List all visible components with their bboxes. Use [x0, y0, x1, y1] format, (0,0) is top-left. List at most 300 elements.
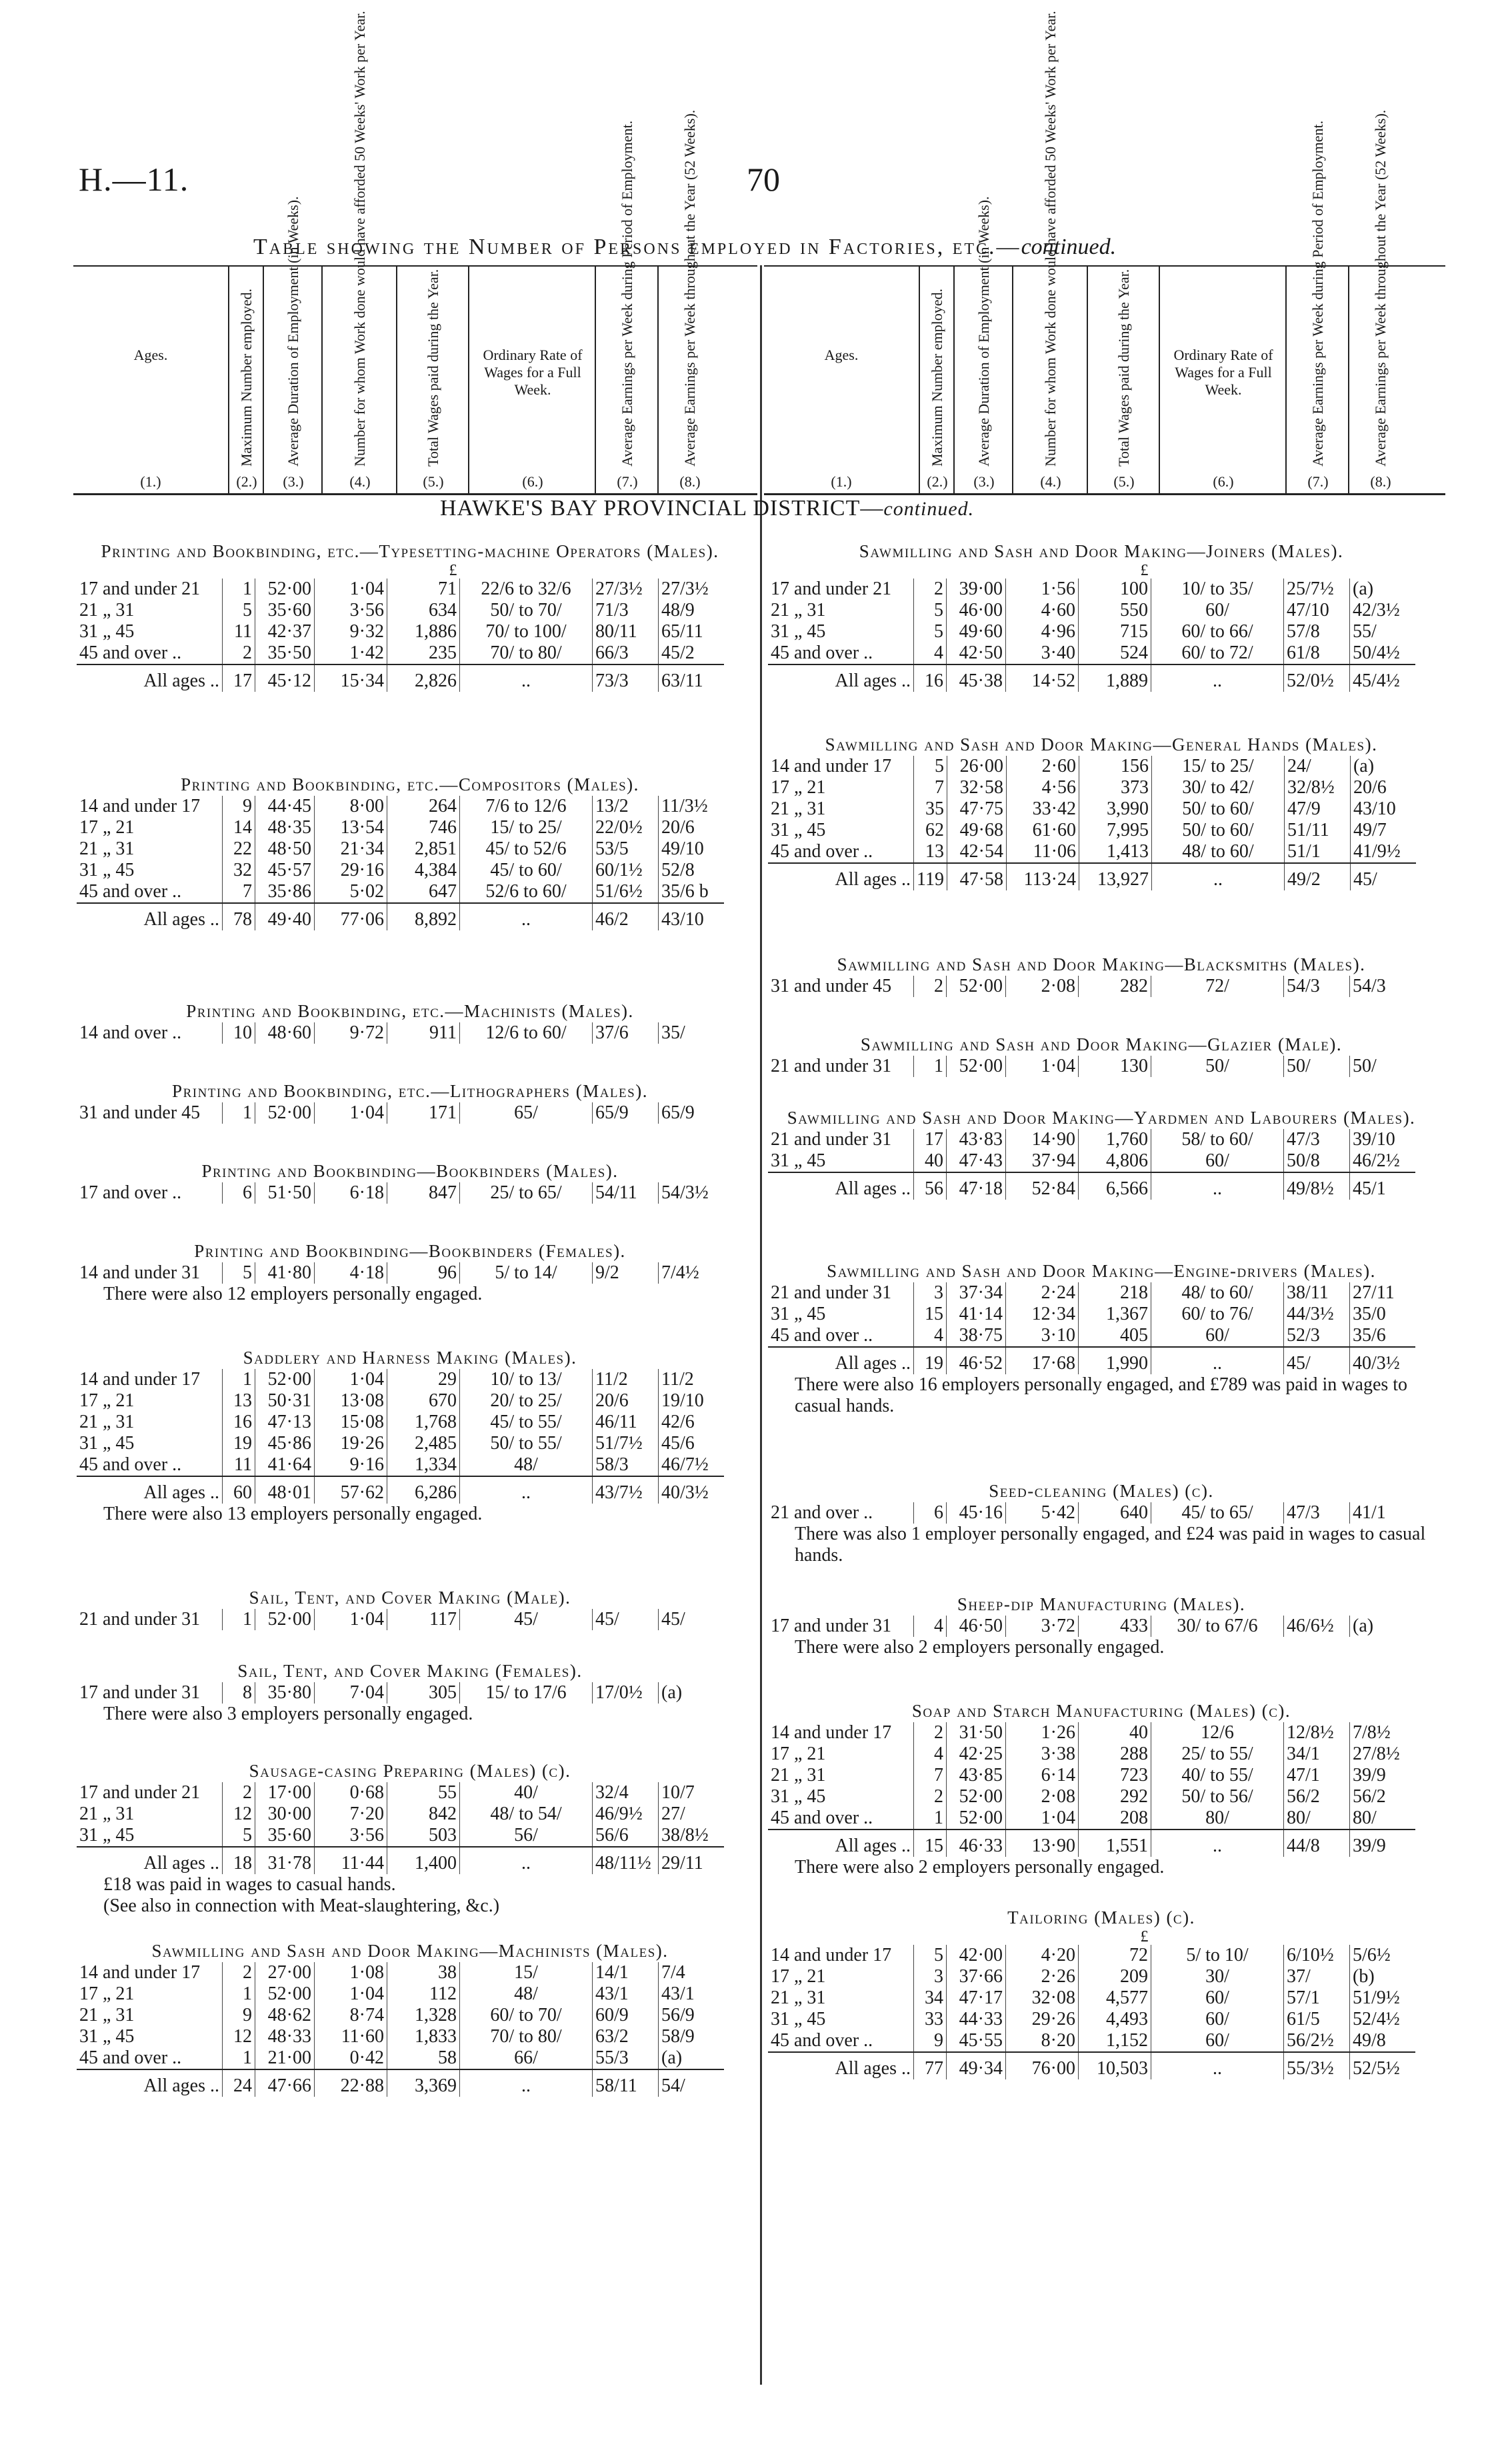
table-cell: .. — [1151, 863, 1284, 890]
table-cell: 8,892 — [387, 903, 460, 930]
column-header-number: (3.) — [973, 473, 995, 490]
table-cell: 43/1 — [659, 1983, 725, 2005]
table-cell: 54/3 — [1350, 976, 1416, 997]
table-cell: 1·26 — [1006, 1722, 1079, 1744]
table-row — [77, 600, 724, 621]
table-cell: 60/ to 76/ — [1151, 1304, 1284, 1325]
table-cell: 44·45 — [255, 796, 315, 817]
table-cell: 10/ to 35/ — [1151, 579, 1284, 600]
table-cell: 218 — [1079, 1282, 1151, 1304]
table-cell: 52/4½ — [1350, 2009, 1416, 2030]
table-cell: 1·04 — [1006, 1808, 1079, 1830]
section-title: Sausage-casing Preparing (Males) (c). — [249, 1761, 571, 1781]
industry-section — [768, 1106, 1435, 1200]
table-cell: 41/1 — [1350, 1502, 1416, 1524]
table-cell: 72/ — [1151, 976, 1284, 997]
table-cell: 60/ — [1151, 1987, 1284, 2009]
table-cell: 10,503 — [1079, 2052, 1151, 2079]
table-cell: 45 and over .. — [79, 881, 182, 902]
table-cell: 61/8 — [1284, 642, 1350, 664]
total-row — [77, 664, 724, 692]
table-cell: 209 — [1079, 1966, 1151, 1987]
table-cell: 2·24 — [1006, 1282, 1079, 1304]
table-cell: 70/ to 80/ — [460, 2026, 593, 2047]
table-cell: 41·80 — [255, 1262, 315, 1284]
column-header-label: Number for whom Work done would have afforded 50 Weeks' Work per Year. — [351, 11, 368, 467]
table-cell: 35·60 — [255, 1825, 315, 1847]
table-cell: 14 and under 17 — [79, 1369, 201, 1390]
table-cell: 52·00 — [947, 1786, 1006, 1808]
table-cell: 1·04 — [1006, 1056, 1079, 1077]
page-number: 70 — [747, 161, 780, 198]
table-cell: 47/3 — [1284, 1502, 1350, 1524]
table-row — [768, 841, 1416, 863]
table-cell: 44/8 — [1284, 1830, 1350, 1857]
table-cell: 56/2 — [1350, 1786, 1416, 1808]
table-cell: 31 „ 45 — [771, 621, 826, 642]
section-note: There were also 13 employers personally engaged. — [103, 1504, 483, 1524]
table-cell: 640 — [1079, 1502, 1151, 1524]
table-cell: 71/3 — [593, 600, 659, 621]
section-title: Sawmilling and Sash and Door Making—Glazier (Male). — [860, 1034, 1343, 1054]
column-header-label: Ages. — [824, 347, 859, 363]
table-cell: 235 — [387, 642, 460, 664]
table-row — [77, 1682, 724, 1704]
data-table — [768, 1056, 1415, 1077]
table-cell: 4·20 — [1006, 1945, 1079, 1966]
table-cell: 55/3 — [593, 2047, 659, 2069]
table-cell: 56/2½ — [1284, 2030, 1350, 2052]
table-cell: 45/ to 65/ — [1151, 1502, 1284, 1524]
table-cell: 51/9½ — [1350, 1987, 1416, 2009]
table-cell: 11·44 — [315, 1847, 387, 1874]
table-cell: 21 „ 31 — [771, 600, 826, 620]
table-cell: 40/ — [460, 1782, 593, 1804]
table-cell: (a) — [659, 1682, 725, 1704]
table-cell: 45/6 — [659, 1433, 725, 1454]
table-cell: 48·62 — [255, 2005, 315, 2026]
table-row — [768, 1502, 1415, 1524]
table-cell: 60/ to 72/ — [1151, 642, 1284, 664]
table-cell: 19/10 — [659, 1390, 725, 1412]
table-cell: 31 „ 45 — [771, 1304, 826, 1324]
table-cell: 60/ to 70/ — [460, 2005, 593, 2026]
table-cell: 50/ — [1284, 1056, 1350, 1077]
table-cell: 3 — [914, 1282, 947, 1304]
table-cell: 48/ to 60/ — [1151, 1282, 1284, 1304]
table-cell: 25/ to 65/ — [460, 1182, 593, 1204]
table-cell: 47·13 — [255, 1412, 315, 1433]
table-cell: 14 and under 17 — [79, 1962, 201, 1983]
industry-section — [77, 1160, 743, 1204]
table-cell: 39/9 — [1350, 1765, 1416, 1786]
table-cell: 46·52 — [947, 1347, 1006, 1374]
table-cell: 48·50 — [255, 838, 315, 860]
column-header-label: Ordinary Rate of Wages for a Full Week. — [483, 347, 583, 398]
table-row — [77, 1609, 724, 1630]
table-cell: 46/2½ — [1350, 1150, 1416, 1172]
table-cell: 11 — [223, 1454, 255, 1476]
data-table — [77, 1782, 724, 1874]
table-cell: 647 — [387, 881, 460, 903]
table-cell: 6·18 — [315, 1182, 387, 1204]
column-divider — [760, 265, 762, 2385]
table-row — [768, 2009, 1415, 2030]
column-header-number: (2.) — [927, 473, 948, 490]
table-cell: 9·72 — [315, 1022, 387, 1044]
table-cell: 17 and over .. — [79, 1182, 182, 1203]
table-cell: 51/11 — [1284, 820, 1350, 841]
table-cell: 1,833 — [387, 2026, 460, 2047]
table-cell: 17 „ 21 — [771, 777, 826, 798]
table-cell: 15/ to 25/ — [460, 817, 593, 838]
table-cell: 7·04 — [315, 1682, 387, 1704]
table-cell: All ages .. — [77, 903, 223, 930]
table-cell: 58/ to 60/ — [1151, 1129, 1284, 1150]
table-cell: 30/ — [1151, 1966, 1284, 1987]
table-cell: All ages .. — [768, 664, 914, 692]
table-cell: 715 — [1079, 621, 1151, 642]
table-cell: 66/ — [460, 2047, 593, 2069]
data-table — [77, 1102, 724, 1124]
table-cell: 31 and under 45 — [79, 1102, 201, 1123]
table-cell: 42/6 — [659, 1412, 725, 1433]
table-cell: All ages .. — [768, 863, 914, 890]
table-cell: 46/2 — [593, 903, 659, 930]
table-cell: 60/9 — [593, 2005, 659, 2026]
column-header-label: Total Wages paid during the Year. — [425, 269, 441, 467]
table-row — [768, 642, 1415, 664]
table-cell: 24 — [223, 2069, 255, 2097]
table-cell: 1·04 — [315, 1609, 387, 1630]
table-cell: 46/9½ — [593, 1804, 659, 1825]
data-table — [77, 1609, 724, 1630]
table-cell: 17 „ 21 — [79, 817, 135, 838]
table-cell: 17 and under 31 — [79, 1682, 201, 1703]
table-cell: 47/9 — [1284, 798, 1350, 820]
table-cell: 2·08 — [1006, 976, 1079, 997]
table-row — [768, 1282, 1415, 1304]
table-cell: 80/ — [1350, 1808, 1416, 1830]
table-cell: 71 — [387, 579, 460, 600]
industry-section — [77, 773, 743, 930]
table-cell: 60/ — [1151, 600, 1284, 621]
section-note: (See also in connection with Meat-slaughtering, &c.) — [103, 1895, 500, 1916]
data-table — [77, 1682, 724, 1704]
table-cell: 47·43 — [947, 1150, 1006, 1172]
table-cell: 46/7½ — [659, 1454, 725, 1476]
column-header-number: (2.) — [236, 473, 257, 490]
table-cell: 60/ — [1151, 2030, 1284, 2052]
table-cell: 1·56 — [1006, 579, 1079, 600]
table-cell: 49/10 — [659, 838, 725, 860]
table-cell: 56/ — [460, 1825, 593, 1847]
table-cell: 56/9 — [659, 2005, 725, 2026]
table-cell: 17·00 — [255, 1782, 315, 1804]
table-row — [77, 2047, 724, 2069]
table-cell: 21 and over .. — [771, 1502, 873, 1523]
table-cell: 31 „ 45 — [771, 1150, 826, 1171]
table-cell: 670 — [387, 1390, 460, 1412]
table-cell: 5 — [914, 600, 947, 621]
table-cell: 19·26 — [315, 1433, 387, 1454]
table-cell: .. — [1151, 1172, 1284, 1200]
table-cell: 40/3½ — [1350, 1347, 1416, 1374]
table-cell: 20/6 — [593, 1390, 659, 1412]
table-cell: 14 and under 17 — [771, 1722, 892, 1743]
table-cell: 503 — [387, 1825, 460, 1847]
data-table — [77, 1182, 724, 1204]
table-cell: 42·37 — [255, 621, 315, 642]
table-cell: 11·06 — [1006, 841, 1079, 863]
table-cell: 45 and over .. — [79, 642, 182, 663]
table-cell: 80/11 — [593, 621, 659, 642]
table-cell: 2 — [914, 1786, 947, 1808]
table-cell: 41·64 — [255, 1454, 315, 1476]
table-cell: 49/8 — [1350, 2030, 1416, 2052]
table-cell: 66/3 — [593, 642, 659, 664]
table-cell: 1,367 — [1079, 1304, 1151, 1325]
table-cell: 35·80 — [255, 1682, 315, 1704]
table-cell: 52·00 — [255, 1983, 315, 2005]
industry-section — [77, 1080, 743, 1124]
table-cell: 52/8 — [659, 860, 725, 881]
table-cell: 723 — [1079, 1765, 1151, 1786]
table-cell: 1,400 — [387, 1847, 460, 1874]
table-cell: 44/3½ — [1284, 1304, 1350, 1325]
table-row — [768, 756, 1416, 777]
table-row — [768, 1056, 1415, 1077]
table-cell: 49·68 — [947, 820, 1006, 841]
table-row — [768, 1744, 1415, 1765]
table-cell: 11·60 — [315, 2026, 387, 2047]
currency-row: £ — [1140, 1928, 1149, 1945]
table-cell: 4·56 — [1006, 777, 1079, 798]
table-row — [768, 579, 1415, 600]
column-header — [919, 267, 955, 493]
table-cell: 49·60 — [947, 621, 1006, 642]
table-cell: 17 and under 31 — [771, 1616, 892, 1636]
table-cell: 77·06 — [315, 903, 387, 930]
table-cell: 5·02 — [315, 881, 387, 903]
column-header-label: Average Duration of Employment (in Weeks). — [285, 196, 301, 467]
table-cell: 12/8½ — [1284, 1722, 1350, 1744]
table-cell: 14·52 — [1006, 664, 1079, 692]
table-cell: 41/9½ — [1350, 841, 1416, 863]
column-header-number: (1.) — [831, 473, 852, 490]
table-cell: 49·40 — [255, 903, 315, 930]
table-cell: 31 and under 45 — [771, 976, 892, 996]
table-cell: 55/ — [1350, 621, 1416, 642]
table-cell: 550 — [1079, 600, 1151, 621]
table-cell: 2 — [223, 1782, 255, 1804]
table-cell: 35·86 — [255, 881, 315, 903]
table-row — [77, 1390, 724, 1412]
table-cell: 43/1 — [593, 1983, 659, 2005]
industry-section — [77, 1939, 743, 2097]
table-cell: 45·55 — [947, 2030, 1006, 2052]
table-cell: 21 „ 31 — [79, 1412, 135, 1432]
table-cell: 32/4 — [593, 1782, 659, 1804]
table-cell: 5·42 — [1006, 1502, 1079, 1524]
table-cell: 5/6½ — [1350, 1945, 1416, 1966]
table-cell: 52·00 — [255, 1102, 315, 1124]
section-note: There were also 3 employers personally engaged. — [103, 1704, 473, 1724]
column-header-number: (1.) — [140, 473, 161, 490]
data-table — [77, 1369, 724, 1504]
table-cell: 37·34 — [947, 1282, 1006, 1304]
table-cell: 405 — [1079, 1325, 1151, 1347]
column-header — [1159, 267, 1287, 493]
currency-row: £ — [449, 562, 457, 579]
table-cell: 4 — [914, 1325, 947, 1347]
doc-reference: H.—11. — [79, 161, 189, 198]
table-cell: 50/8 — [1284, 1150, 1350, 1172]
table-cell: All ages .. — [768, 2052, 914, 2079]
table-cell: 47/10 — [1284, 600, 1350, 621]
table-cell: 55 — [387, 1782, 460, 1804]
table-cell: 8·00 — [315, 796, 387, 817]
table-row — [768, 1722, 1415, 1744]
section-title: Printing and Bookbinding—Bookbinders (Females). — [194, 1241, 626, 1261]
table-row — [77, 642, 724, 664]
table-row — [77, 881, 724, 903]
table-cell: 7 — [914, 777, 947, 798]
table-cell: 282 — [1079, 976, 1151, 997]
table-cell: 54/3 — [1284, 976, 1350, 997]
table-cell: 46/11 — [593, 1412, 659, 1433]
table-cell: 52·00 — [255, 579, 315, 600]
table-cell: 45/1 — [1350, 1172, 1416, 1200]
table-row — [768, 820, 1416, 841]
table-row — [768, 600, 1415, 621]
table-cell: 37/ — [1284, 1966, 1350, 1987]
table-cell: 47·66 — [255, 2069, 315, 2097]
total-row — [77, 1847, 724, 1874]
table-cell: 1·42 — [315, 642, 387, 664]
total-row — [77, 2069, 724, 2097]
table-row — [77, 1022, 724, 1044]
table-cell: 45·86 — [255, 1433, 315, 1454]
table-cell: 2·08 — [1006, 1786, 1079, 1808]
table-row — [77, 1825, 724, 1847]
table-cell: (a) — [1350, 1616, 1416, 1637]
table-cell: 52·00 — [255, 1369, 315, 1390]
table-cell: 45 and over .. — [771, 1325, 873, 1346]
table-row — [77, 1369, 724, 1390]
section-note: There was also 1 employer personally engaged, and £24 was paid in wages to casual hands. — [795, 1524, 1426, 1566]
column-header-number: (4.) — [1040, 473, 1061, 490]
table-cell: 3·40 — [1006, 642, 1079, 664]
table-cell: 4,384 — [387, 860, 460, 881]
table-cell: 32/8½ — [1284, 777, 1350, 798]
table-cell: 9·32 — [315, 621, 387, 642]
table-cell: 7,995 — [1079, 820, 1151, 841]
table-cell: 42·50 — [947, 642, 1006, 664]
table-cell: 1·04 — [315, 1983, 387, 2005]
table-row — [77, 838, 724, 860]
industry-section — [77, 540, 743, 692]
table-cell: 1,413 — [1079, 841, 1151, 863]
table-cell: 13·90 — [1006, 1830, 1079, 1857]
table-cell: 32·08 — [1006, 1987, 1079, 2009]
table-cell: 4 — [914, 1744, 947, 1765]
table-cell: 43/10 — [659, 903, 725, 930]
table-cell: 52/5½ — [1350, 2052, 1416, 2079]
table-cell: 17 „ 21 — [79, 1390, 135, 1411]
data-table — [768, 1282, 1415, 1374]
table-cell: 22/0½ — [593, 817, 659, 838]
table-cell: 17 — [914, 1129, 947, 1150]
table-cell: 4·18 — [315, 1262, 387, 1284]
table-cell: 21 and under 31 — [79, 1609, 201, 1630]
table-cell: 27/8½ — [1350, 1744, 1416, 1765]
table-cell: 31 „ 45 — [79, 1433, 135, 1454]
table-cell: 45/ — [1284, 1347, 1350, 1374]
table-cell: 45 and over .. — [771, 841, 873, 862]
data-table — [768, 976, 1415, 997]
table-cell: 6 — [223, 1182, 255, 1204]
table-cell: 1 — [223, 2047, 255, 2069]
column-header-number: (6.) — [522, 473, 543, 490]
table-cell: 39/10 — [1350, 1129, 1416, 1150]
table-cell: 37·94 — [1006, 1150, 1079, 1172]
table-cell: 54/3½ — [659, 1182, 725, 1204]
table-cell: 12/6 to 60/ — [460, 1022, 593, 1044]
section-note: There were also 2 employers personally engaged. — [795, 1857, 1165, 1877]
table-cell: 80/ — [1151, 1808, 1284, 1830]
table-cell: 33·42 — [1006, 798, 1079, 820]
table-cell: 44·33 — [947, 2009, 1006, 2030]
table-cell: 27/11 — [1350, 1282, 1416, 1304]
table-cell: 60/ — [1151, 2009, 1284, 2030]
table-cell: 14 and over .. — [79, 1022, 182, 1043]
table-cell: 52/6 to 60/ — [460, 881, 593, 903]
table-cell: 4·96 — [1006, 621, 1079, 642]
table-cell: 8 — [223, 1682, 255, 1704]
table-cell: 22/6 to 32/6 — [460, 579, 593, 600]
table-cell: 52·00 — [947, 1056, 1006, 1077]
section-note: There were also 16 employers personally engaged, and £789 was paid in wages to casual hands. — [795, 1374, 1408, 1416]
table-cell: 46·33 — [947, 1830, 1006, 1857]
table-cell: 5 — [914, 621, 947, 642]
table-cell: 58/3 — [593, 1454, 659, 1476]
table-cell: 55/3½ — [1284, 2052, 1350, 2079]
table-cell: 49/7 — [1350, 820, 1416, 841]
data-table — [77, 796, 724, 930]
table-cell: 1,768 — [387, 1412, 460, 1433]
table-cell: 9 — [914, 2030, 947, 2052]
table-cell: 21 and under 31 — [771, 1056, 892, 1076]
column-header-number: (7.) — [1307, 473, 1329, 490]
table-cell: 32 — [223, 860, 255, 881]
section-title: Printing and Bookbinding, etc.—Typesetting-machine Operators (Males). — [101, 541, 719, 561]
table-cell: 31 „ 45 — [79, 1825, 135, 1846]
total-row — [77, 903, 724, 930]
table-cell: 21·34 — [315, 838, 387, 860]
table-row — [768, 777, 1416, 798]
table-cell: 18 — [223, 1847, 255, 1874]
data-table — [77, 1262, 724, 1284]
table-row — [768, 1966, 1415, 1987]
table-cell: 39·00 — [947, 579, 1006, 600]
table-cell: 19 — [914, 1347, 947, 1374]
total-row — [768, 1830, 1415, 1857]
table-cell: 9 — [223, 796, 255, 817]
column-header-label: Ordinary Rate of Wages for a Full Week. — [1173, 347, 1273, 398]
table-cell: 30/ to 67/6 — [1151, 1616, 1284, 1637]
table-cell: 13 — [914, 841, 947, 863]
